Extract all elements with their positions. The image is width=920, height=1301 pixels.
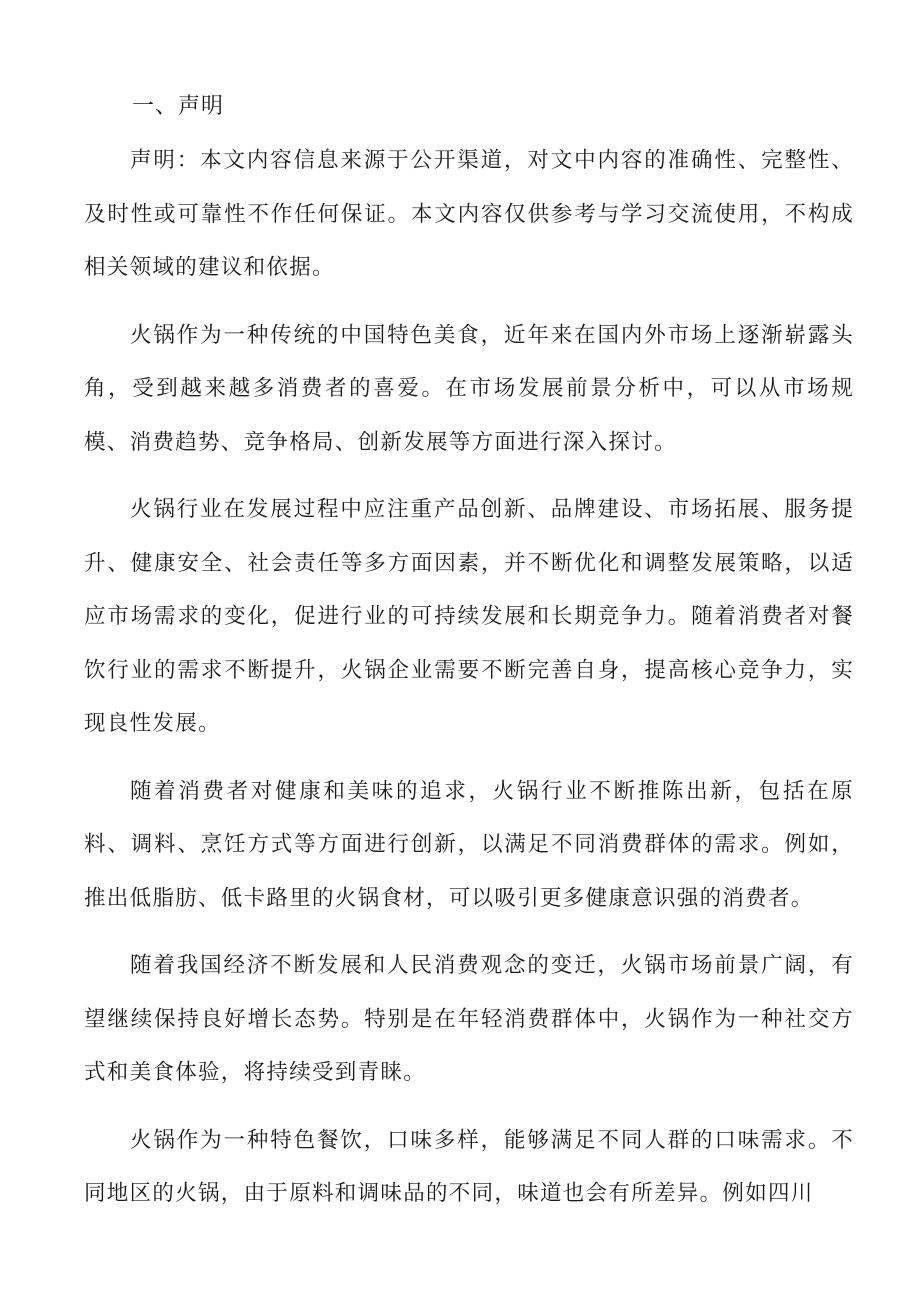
body-paragraph: 火锅行业在发展过程中应注重产品创新、品牌建设、市场拓展、服务提升、健康安全、社会责任等多方面因素，并不断优化和调整发展策略，以适应市场需求的变化，促进行业的可持续发展和长期竞争力。随着消费者对餐饮行业的需求不断提升，火锅企业需要不断完善自身，提高核心竞争力，实现良性发展。: [84, 497, 854, 736]
document-body: [84, 84, 854, 1221]
body-paragraph: 火锅作为一种传统的中国特色美食，近年来在国内外市场上逐渐崭露头角，受到越来越多消费者的喜爱。在市场发展前景分析中，可以从市场规模、消费趋势、竞争格局、创新发展等方面进行深入探讨。: [84, 322, 854, 455]
body-paragraph: 火锅作为一种特色餐饮，口味多样，能够满足不同人群的口味需求。不同地区的火锅，由于原料和调味品的不同，味道也会有所差异。例如四川: [84, 1127, 854, 1206]
section-heading: 一、声明: [132, 94, 225, 119]
disclaimer-paragraph: 声明：本文内容信息来源于公开渠道，对文中内容的准确性、完整性、及时性或可靠性不作任何保证。本文内容仅供参考与学习交流使用，不构成相关领域的建议和依据。: [84, 148, 854, 280]
body-paragraph: 随着我国经济不断发展和人民消费观念的变迁，火锅市场前景广阔，有望继续保持良好增长态势。特别是在年轻消费群体中，火锅作为一种社交方式和美食体验，将持续受到青睐。: [84, 953, 854, 1085]
body-paragraph: 随着消费者对健康和美味的追求，火锅行业不断推陈出新，包括在原料、调料、烹饪方式等方面进行创新，以满足不同消费群体的需求。例如，推出低脂肪、低卡路里的火锅食材，可以吸引更多健康意识强的消费者。: [84, 778, 854, 911]
